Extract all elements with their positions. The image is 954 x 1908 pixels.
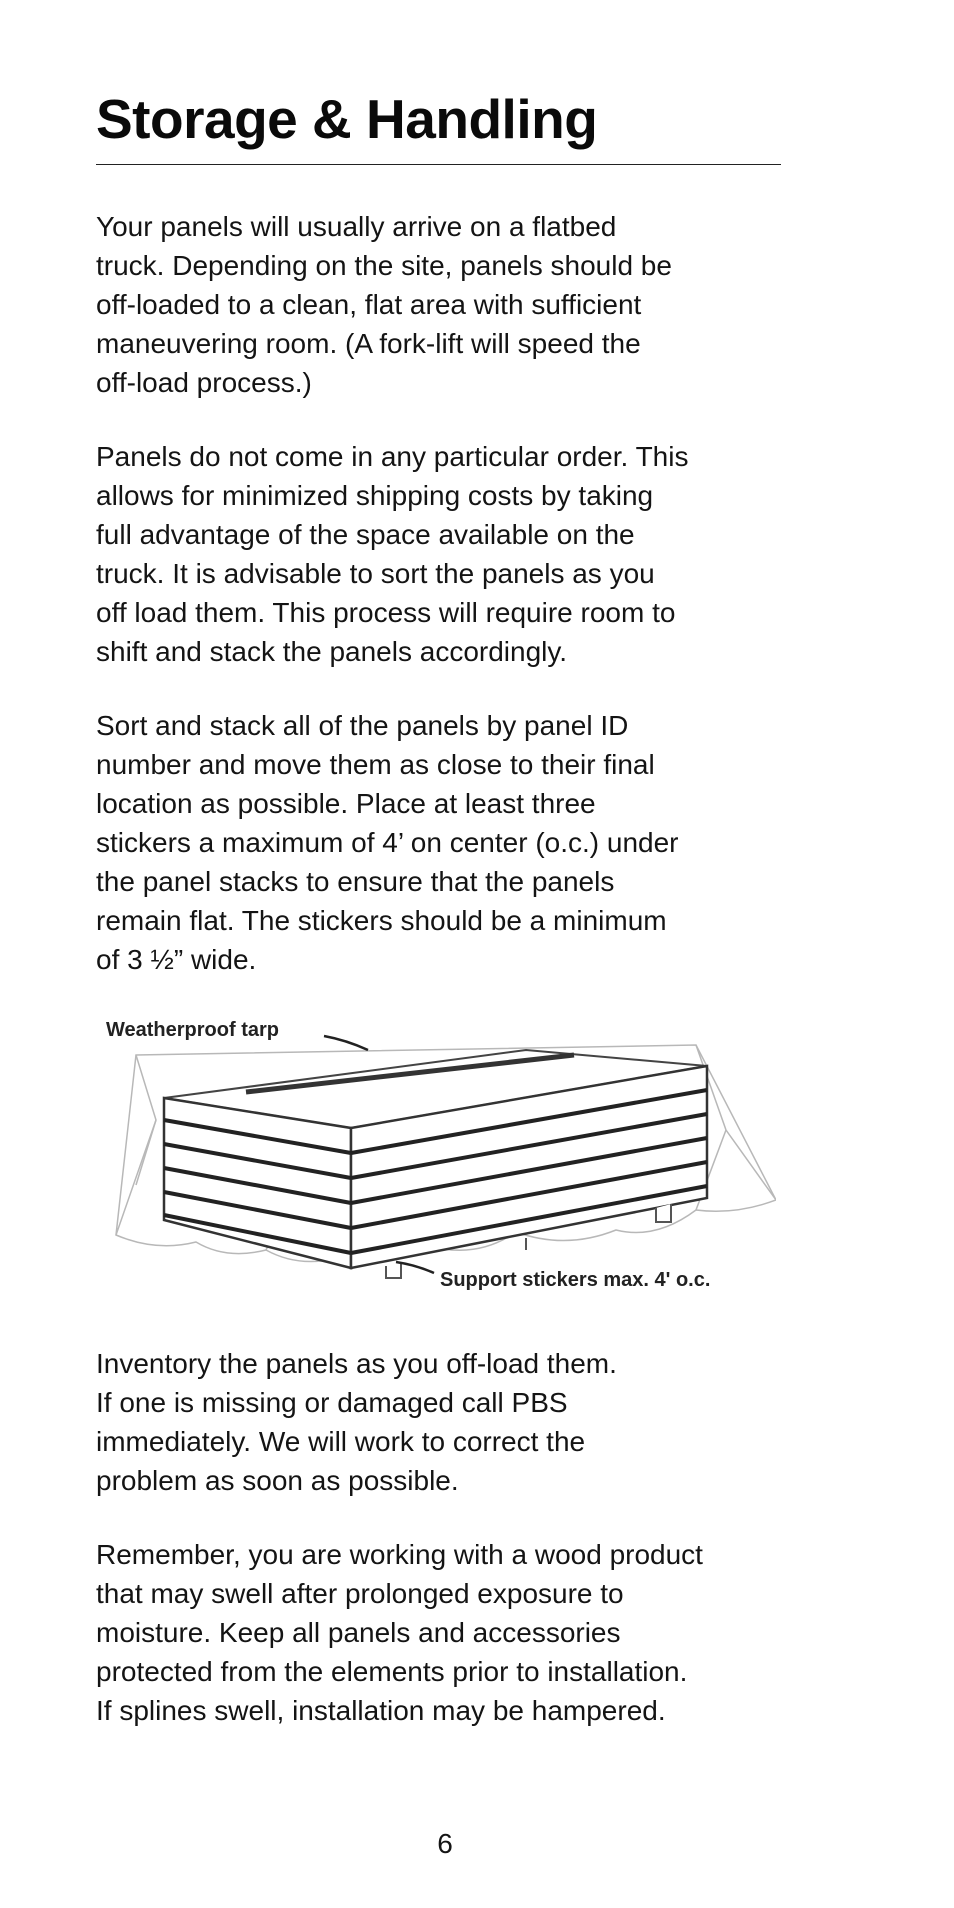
paragraph-delivery: Your panels will usually arrive on a flatbed truck. Depending on the site, panels should be off-loaded to a clean, flat area with sufficient maneuvering room. (A fork-lift will speed the off-load process.) [96,211,672,398]
paragraph-inventory: Inventory the panels as you off-load them. If one is missing or damaged call PBS immediately. We will work to correct the problem as soon as possible. [96,1348,617,1496]
paragraph-panel-order: Panels do not come in any particular order. This allows for minimized shipping costs by taking full advantage of the space available on the truck. It is advisable to sort the panels as you off load them. This process will require room to shift and stack the panels accordingly. [96,441,689,667]
page-title: Storage & Handling [96,88,598,150]
tarp-label: Weatherproof tarp [106,1019,279,1041]
panel-stack-drawing [96,1010,776,1300]
stickers-label: Support stickers max. 4' o.c. [440,1269,711,1291]
page-number: 6 [437,1828,453,1859]
title-divider [96,164,781,165]
paragraph-sort-and-stack: Sort and stack all of the panels by panel ID number and move them as close to their final location as possible. Place at least three stickers a maximum of 4’ on center (o.c.) under the panel stacks to ensure that the panels remain flat. The stickers should be a minimum of 3 ½” wide. [96,710,679,975]
panel-stack-illustration [96,1010,776,1300]
paragraph-moisture-warning: Remember, you are working with a wood product that may swell after prolonged exposure to moisture. Keep all panels and accessories protected from the elements prior to installation. If splines swell, installation may be hampered. [96,1539,703,1726]
